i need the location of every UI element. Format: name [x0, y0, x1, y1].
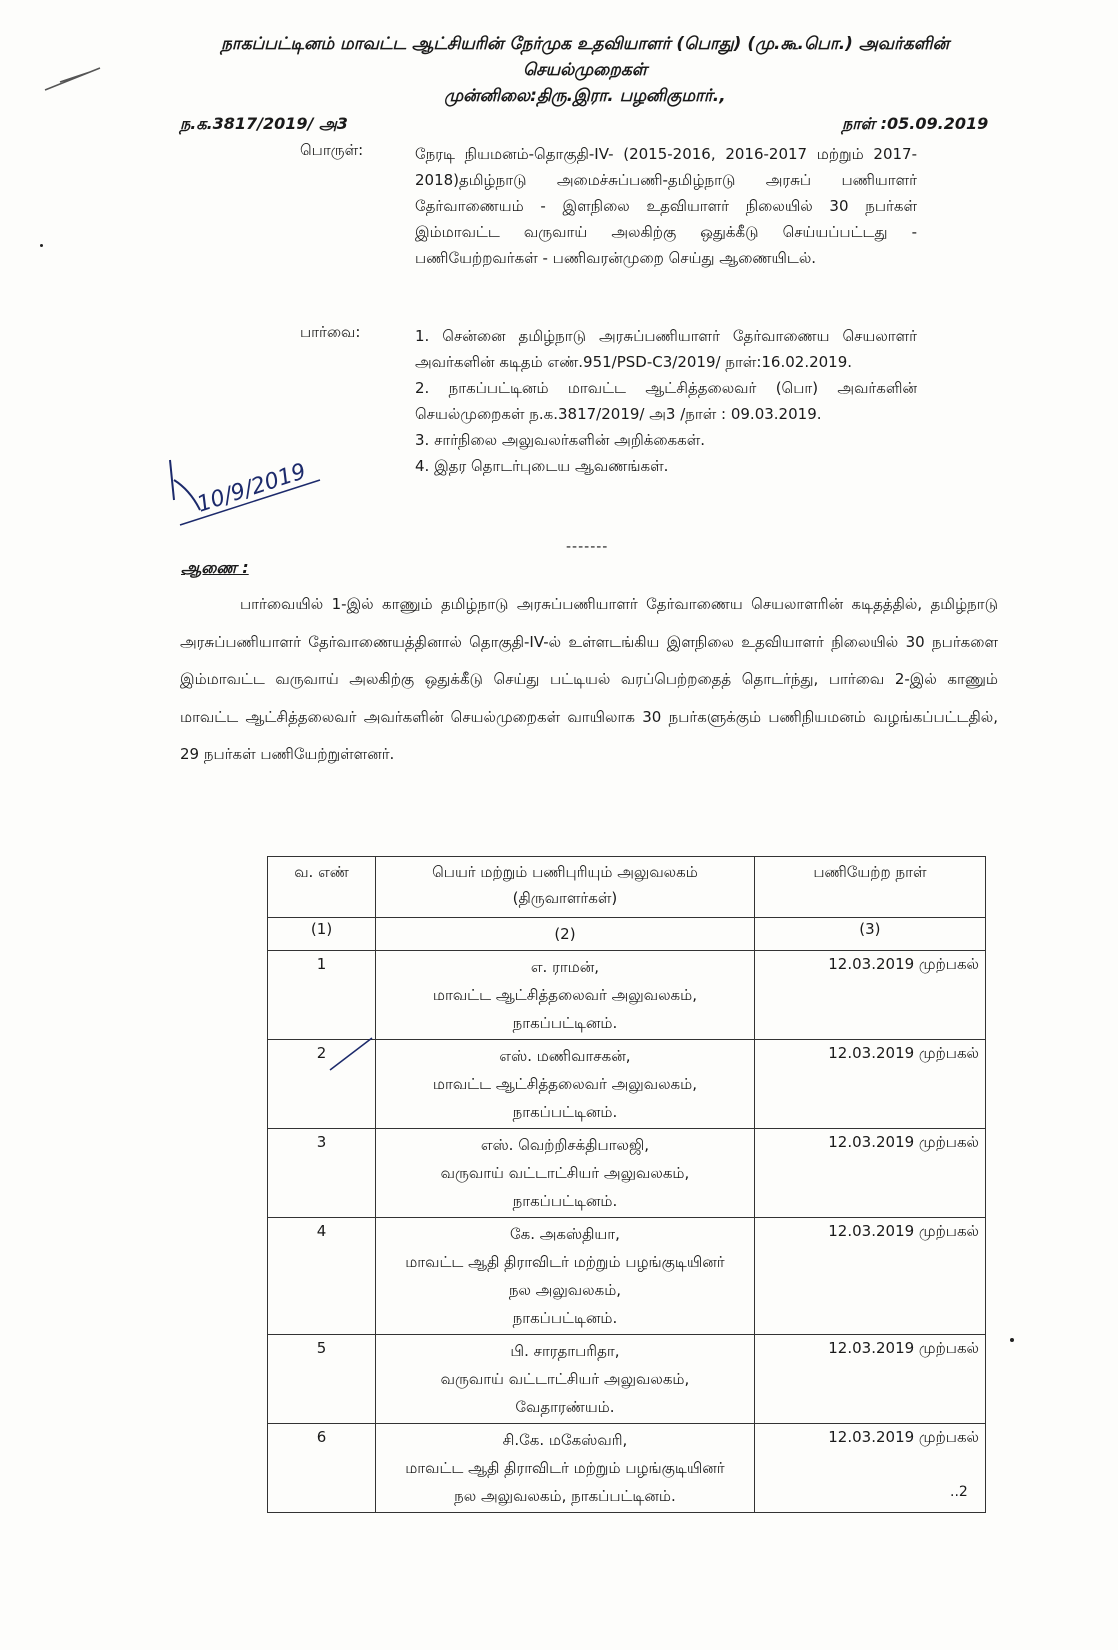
serial-number: 2: [268, 1040, 376, 1129]
office-line: மாவட்ட ஆதி திராவிடர் மற்றும் பழங்குடியினர்: [405, 1459, 725, 1477]
table-header-row: [268, 857, 986, 918]
col-number: (1): [268, 918, 376, 951]
reference-item: 4. இதர தொடர்புடைய ஆவணங்கள்.: [415, 457, 669, 475]
table-row: [268, 1218, 986, 1335]
handwritten-tick: [326, 1034, 376, 1074]
reference-number: ந.க.3817/2019/ அ3: [180, 114, 348, 133]
col-header-name: பெயர் மற்றும் பணிபுரியும் அலுவலகம் (திருவாளர்கள்): [376, 857, 755, 918]
joining-date: 12.03.2019 முற்பகல்: [754, 951, 985, 1040]
speck: [1010, 1338, 1014, 1342]
col-header-date: பணியேற்ற நாள்: [754, 857, 985, 918]
appointee-cell: [376, 951, 755, 1040]
order-paragraph: பார்வையில் 1-இல் காணும் தமிழ்நாடு அரசுப்பணியாளர் தேர்வாணைய செயலாளரின் கடிதத்தில், தமிழ்நாடு அரசுப்பணியாளர் தேர்வாணையத்தினால் தொகுதி-IV-ல் உள்ளடங்கிய இளநிலை உதவியாளர் நிலையில் 30 நபர்களை இம்மாவட்ட வருவாய் அலகிற்கு ஒதுக்கீடு செய்து பட்டியல் வரப்பெற்றதைத் தொடர்ந்து, பார்வை 2-இல் காணும் மாவட்ட ஆட்சித்தலைவர் அவர்களின் செயல்முறைகள் வாயிலாக 30 நபர்களுக்கும் பணிநியமனம் வழங்கப்பட்டதில், 29 நபர்கள் பணியேற்றுள்ளனர்.: [180, 595, 998, 763]
office-line: நல அலுவலகம், நாகப்பட்டினம்.: [454, 1487, 676, 1505]
appointees-table: [267, 856, 986, 1513]
appointee-cell: [376, 1129, 755, 1218]
table-row: [268, 1129, 986, 1218]
appointee-name: கே. அகஸ்தியா,: [509, 1225, 620, 1243]
table-row: [268, 951, 986, 1040]
handwritten-signature: [160, 440, 340, 540]
reference-item: 1. சென்னை தமிழ்நாடு அரசுப்பணியாளர் தேர்வாணைய செயலாளர் அவர்களின் கடிதம் எண்.951/PSD-C3/2019/ நாள்:16.02.2019.: [415, 327, 917, 371]
appointee-name: எஸ். வெற்றிசக்திபாலஜி,: [480, 1136, 650, 1154]
appointee-name: சி.கே. மகேஸ்வரி,: [502, 1431, 628, 1449]
reference-item: 2. நாகப்பட்டினம் மாவட்ட ஆட்சித்தலைவர் (பொ) அவர்களின் செயல்முறைகள் ந.க.3817/2019/ அ3 /நாள் : 09.03.2019.: [415, 379, 917, 423]
presiding-officer: முன்னிலை:திரு.இரா. பழனிகுமார்.,: [444, 86, 726, 106]
office-line: நாகப்பட்டினம்.: [512, 1014, 618, 1032]
col-header-serial: வ. எண்: [268, 857, 376, 918]
joining-date: 12.03.2019 முற்பகல்: [754, 1129, 985, 1218]
office-line: மாவட்ட ஆட்சித்தலைவர் அலுவலகம்,: [432, 986, 697, 1004]
serial-number: 3: [268, 1129, 376, 1218]
office-line: மாவட்ட ஆட்சித்தலைவர் அலுவலகம்,: [432, 1075, 697, 1093]
document-date: நாள் :05.09.2019: [842, 114, 989, 133]
office-line: நாகப்பட்டினம்.: [512, 1309, 618, 1327]
serial-number: 4: [268, 1218, 376, 1335]
table-row: [268, 1335, 986, 1424]
col-number: (3): [754, 918, 985, 951]
references-list: [415, 323, 917, 479]
appointee-cell: [376, 1335, 755, 1424]
office-subtitle: செயல்முறைகள்: [522, 60, 648, 80]
table-column-numbers: [268, 918, 986, 951]
references-label: பார்வை:: [300, 323, 361, 341]
joining-date: 12.03.2019 முற்பகல்: [754, 1218, 985, 1335]
appointee-name: எஸ். மணிவாசகன்,: [499, 1047, 631, 1065]
reference-item: 3. சார்நிலை அலுவலர்களின் அறிக்கைகள்.: [415, 431, 706, 449]
handwritten-date: 10/9/2019: [194, 459, 310, 518]
page-number: ..2: [950, 1484, 968, 1500]
subject-label: பொருள்:: [300, 141, 364, 159]
appointee-name: பி. சாரதாபரிதா,: [510, 1342, 620, 1360]
office-line: வேதாரண்யம்.: [515, 1398, 615, 1416]
office-title: நாகப்பட்டினம் மாவட்ட ஆட்சியரின் நேர்முக உதவியாளர் (பொது) (மு.கூ.பொ.) அவர்களின்: [220, 34, 950, 54]
office-line: மாவட்ட ஆதி திராவிடர் மற்றும் பழங்குடியினர்: [405, 1253, 725, 1271]
table-row: [268, 1424, 986, 1513]
joining-date: 12.03.2019 முற்பகல்: [754, 1424, 985, 1513]
appointee-cell: [376, 1424, 755, 1513]
office-line: நாகப்பட்டினம்.: [512, 1103, 618, 1121]
office-line: வருவாய் வட்டாட்சியர் அலுவலகம்,: [440, 1164, 690, 1182]
appointee-cell: [376, 1218, 755, 1335]
separator: -------: [566, 539, 609, 555]
handwritten-mark: [40, 60, 110, 100]
serial-number: 5: [268, 1335, 376, 1424]
col-number: (2): [376, 918, 755, 951]
joining-date: 12.03.2019 முற்பகல்: [754, 1040, 985, 1129]
subject-text: நேரடி நியமனம்-தொகுதி-IV- (2015-2016, 2016-2017 மற்றும் 2017-2018)தமிழ்நாடு அமைச்சுப்பணி-தமிழ்நாடு அரசுப் பணியாளர் தேர்வாணையம் - இளநிலை உதவியாளர் நிலையில் 30 நபர்கள் இம்மாவட்ட வருவாய் அலகிற்கு ஒதுக்கீடு செய்யப்பட்டது - பணியேற்றவர்கள் - பணிவரன்முறை செய்து ஆணையிடல்.: [415, 145, 917, 267]
serial-number: 6: [268, 1424, 376, 1513]
appointee-cell: [376, 1040, 755, 1129]
joining-date: 12.03.2019 முற்பகல்: [754, 1335, 985, 1424]
appointee-name: எ. ராமன்,: [530, 958, 600, 976]
office-line: நல அலுவலகம்,: [508, 1281, 622, 1299]
order-label: ஆணை :: [181, 558, 249, 577]
office-line: வருவாய் வட்டாட்சியர் அலுவலகம்,: [440, 1370, 690, 1388]
serial-number: 1: [268, 951, 376, 1040]
speck: [40, 244, 43, 247]
office-line: நாகப்பட்டினம்.: [512, 1192, 618, 1210]
